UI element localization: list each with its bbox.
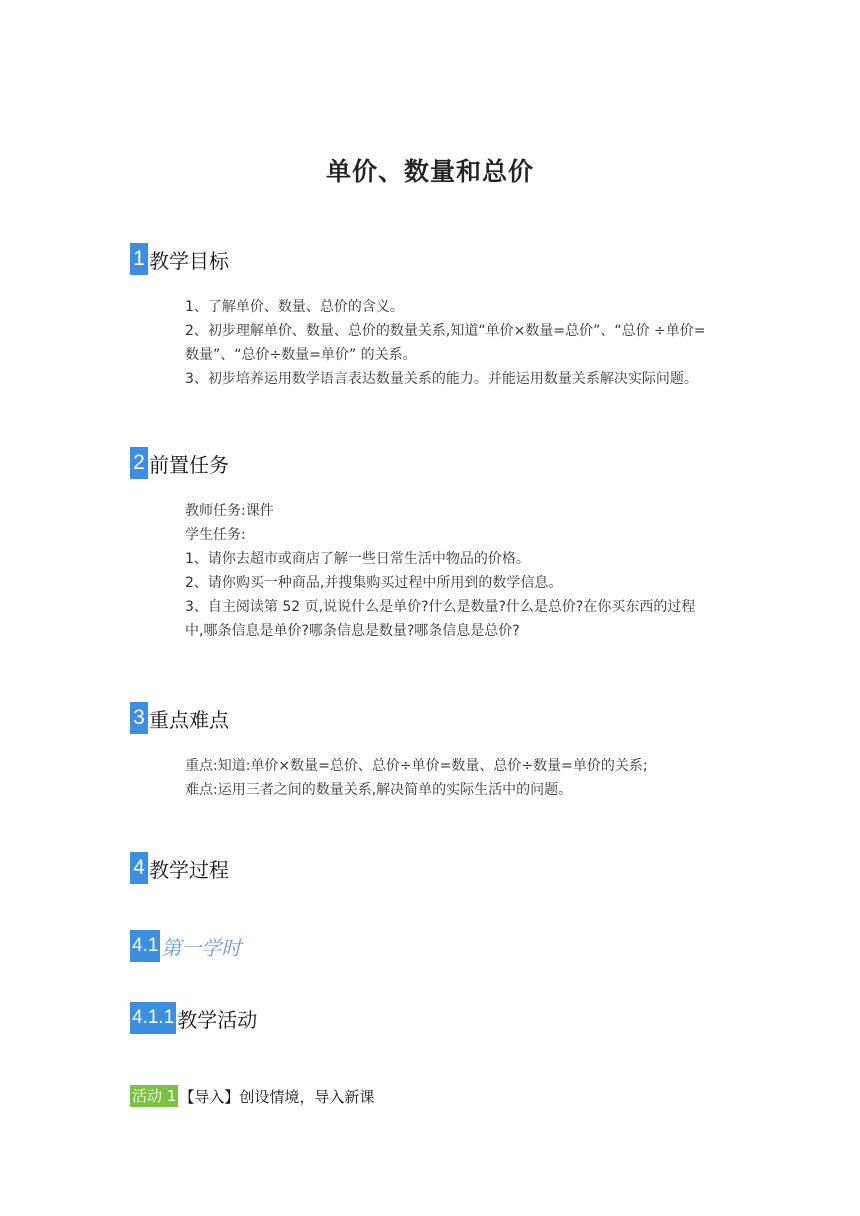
document-title: 单价、数量和总价	[325, 157, 534, 186]
paragraph-line: 3、初步培养运用数学语言表达数量关系的能力。并能运用数量关系解决实际问题。	[185, 371, 698, 387]
activity-badge: 活动 1	[132, 1087, 177, 1105]
section-heading-1	[130, 243, 229, 275]
section-title: 教学过程	[149, 857, 229, 882]
activity-title: 【导入】创设情境，导入新课	[179, 1087, 375, 1106]
section-heading-3	[130, 702, 229, 734]
subsection-title: 第一学时	[161, 935, 242, 960]
section-number-badge: 4	[130, 852, 148, 884]
section-number-badge: 2	[130, 447, 148, 479]
paragraph-line: 学生任务:	[185, 527, 246, 543]
section-number-badge: 1	[130, 243, 148, 275]
paragraph-line: 3、自主阅读第 52 页,说说什么是单价?什么是数量?什么是总价?在你买东西的过程	[185, 599, 696, 615]
section-number-badge: 4.1.1	[130, 1002, 176, 1034]
paragraph-line: 中,哪条信息是单价?哪条信息是数量?哪条信息是总价?	[185, 623, 520, 639]
paragraph-line: 重点:知道:单价×数量=总价、总价÷单价=数量、总价÷数量=单价的关系;	[185, 758, 648, 774]
subsection-heading-4-1	[130, 930, 241, 962]
paragraph-line: 1、了解单价、数量、总价的含义。	[185, 299, 404, 315]
paragraph-line: 数量”、“总价÷数量=单价” 的关系。	[185, 347, 417, 363]
section-heading-4	[130, 852, 229, 884]
section-number-badge: 4.1	[130, 930, 160, 962]
paragraph-line: 2、初步理解单价、数量、总价的数量关系,知道“单价×数量=总价”、“总价 ÷单价=	[185, 323, 706, 339]
pre-tasks-text	[185, 499, 745, 643]
section-number-badge: 3	[130, 702, 148, 734]
paragraph-line: 2、请你购买一种商品,并搜集购买过程中所用到的数学信息。	[185, 575, 563, 591]
activity-1-heading	[130, 1085, 374, 1107]
subsection-heading-4-1-1	[130, 1002, 257, 1034]
paragraph-line: 1、请你去超市或商店了解一些日常生活中物品的价格。	[185, 551, 530, 567]
section-title: 重点难点	[149, 707, 229, 732]
section-title: 前置任务	[149, 452, 229, 477]
section-heading-2	[130, 447, 229, 479]
paragraph-line: 难点:运用三者之间的数量关系,解决简单的实际生活中的问题。	[185, 782, 573, 798]
teaching-objectives-text	[185, 295, 745, 391]
paragraph-line: 教师任务:课件	[185, 503, 274, 519]
subsection-title: 教学活动	[177, 1007, 258, 1032]
section-title: 教学目标	[149, 248, 229, 273]
key-points-text	[185, 754, 745, 802]
